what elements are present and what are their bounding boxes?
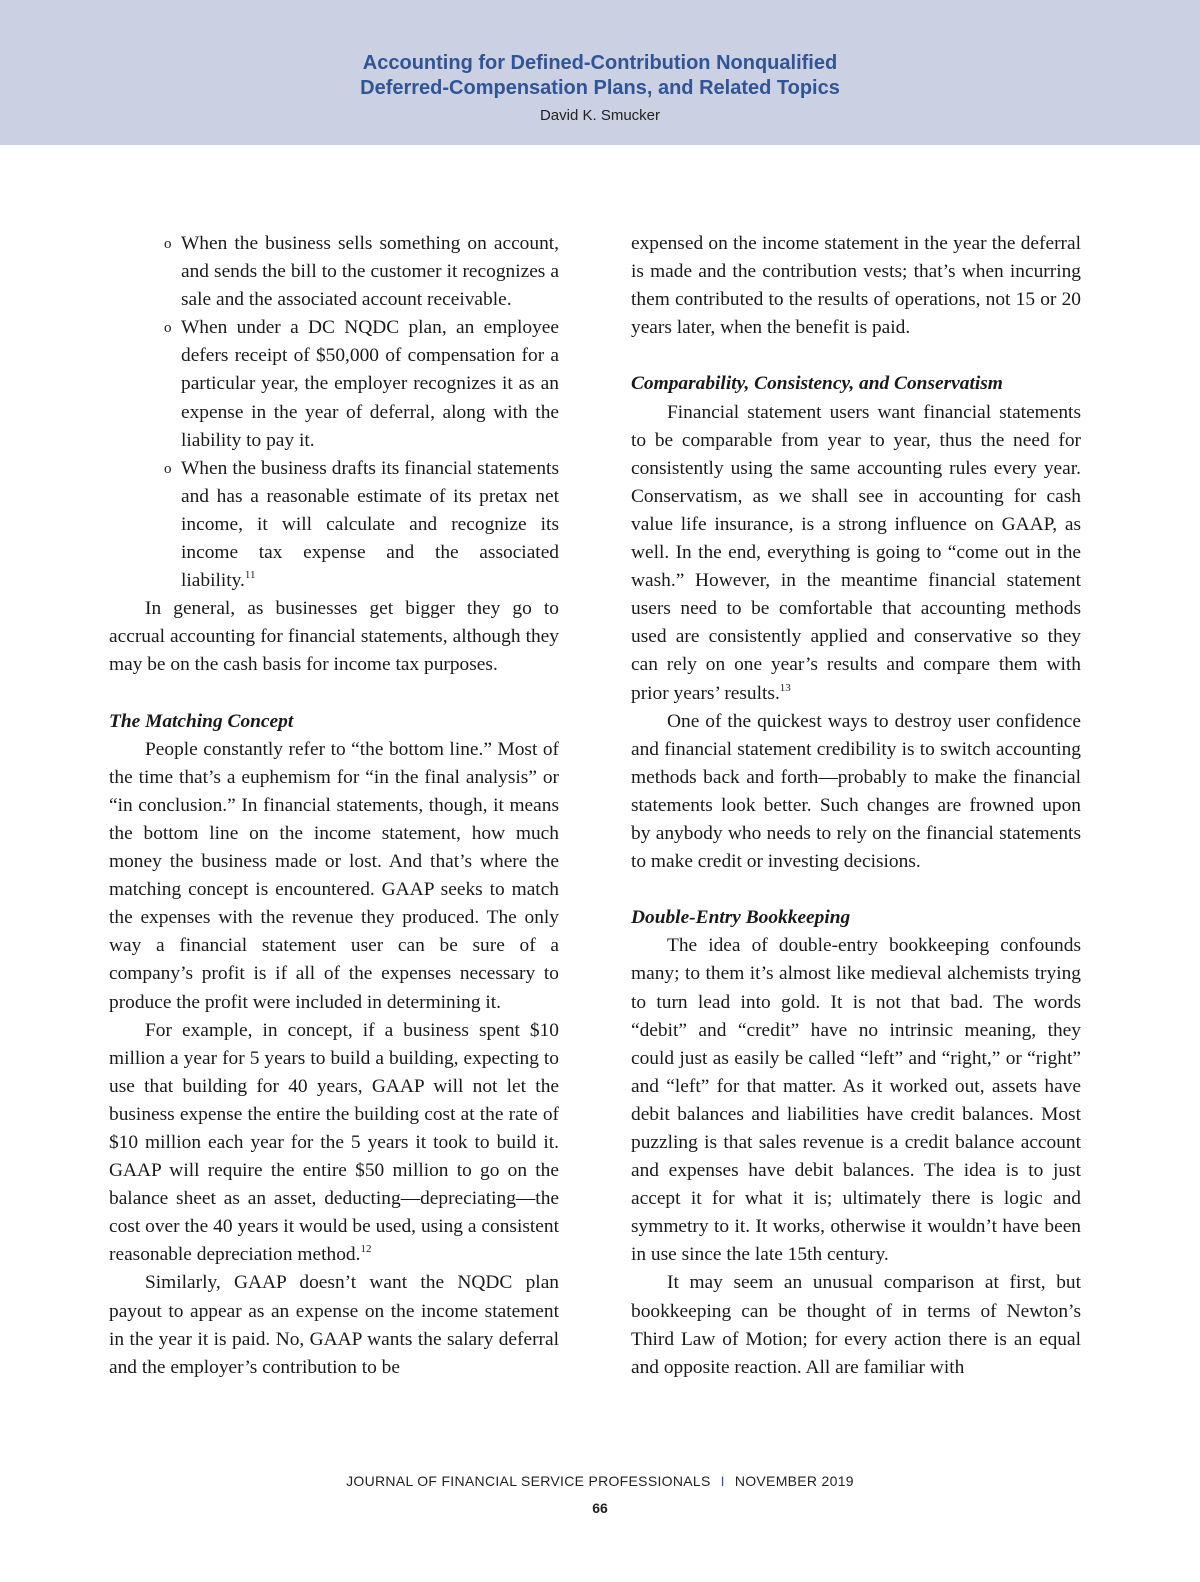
footnote-ref-13: 13	[779, 681, 791, 694]
bullet-marker-icon: o	[164, 460, 172, 477]
left-column	[109, 230, 559, 1382]
header-title-line-1: Accounting for Defined-Contribution Nonqualified	[362, 52, 838, 74]
paragraph-newton: It may seem an unusual comparison at first, but bookkeeping can be thought of in terms of Newton’s Third Law of Motion; for every action there is an equal and opposite reaction. All are familiar with	[631, 1272, 1081, 1378]
header-title-line-2: Deferred-Compensation Plans, and Related Topics	[360, 77, 840, 99]
header-author: David K. Smucker	[539, 107, 661, 124]
paragraph-general: In general, as businesses get bigger they go to accrual accounting for financial statements, although they may be on the cash basis for income tax purposes.	[109, 598, 559, 676]
footer-journal: JOURNAL OF FINANCIAL SERVICE PROFESSIONALS	[346, 1473, 711, 1489]
bullet-marker-icon: o	[164, 320, 172, 337]
bullet-list	[109, 230, 559, 595]
paragraph-matching: People constantly refer to “the bottom line.” Most of the time that’s a euphemism for “in the final analysis” or “in conclusion.” In financial statements, though, it means the bottom line on the income statement, how much money the business made or lost. And that’s where the matching concept is encountered. GAAP seeks to match the expenses with the revenue they produced. The only way a financial statement user can be sure of a company’s profit is if all of the expenses necessary to produce the profit were included in determining it.	[109, 738, 559, 1013]
bullet-item	[164, 314, 559, 454]
running-header	[0, 0, 1200, 145]
paragraph-double-entry: The idea of double-entry bookkeeping confounds many; to them it’s almost like medieval alchemists trying to turn lead into gold. It is not that bad. The words “debit” and “credit” have no intrinsic meaning, they could just as easily be called “left” and “right,” or “right” and “left” for that matter. As it worked out, assets have debit balances and liabilities have credit balances. Most puzzling is that sales revenue is a credit balance account and expenses have debit balances. The idea is to just accept it for what it is; ultimately there is logic and symmetry to it. It works, otherwise it wouldn’t have been in use since the late 15th century.	[631, 935, 1081, 1266]
footnote-ref-11: 11	[244, 569, 256, 582]
paragraph-comparability	[631, 399, 1081, 708]
paragraph-comparability-text: Financial statement users want financial statements to be comparable from year to year, thus the need for consistently using the same accounting rules every year. Conservatism, as we shall see in accounting for cash value life insurance, is a strong influence on GAAP, as well. In the end, everything is going to “come out in the wash.” However, in the meantime financial statement users need to be comfortable that accounting methods used are consistently applied and conservative so they can rely on one year’s results and compare them with prior years’ results.	[631, 401, 1081, 704]
heading-double-entry: Double-Entry Bookkeeping	[631, 907, 851, 929]
bullet-text: When the business sells something on account, and sends the bill to the customer it recognizes a sale and the associated account receivable.	[181, 233, 559, 311]
bullet-item	[164, 455, 559, 595]
paragraph-quickest: One of the quickest ways to destroy user confidence and financial statement credibility is to switch accounting methods back and forth—probably to make the financial statements look better. Such changes are frowned upon by anybody who needs to rely on the financial statements to make credit or investing decisions.	[631, 710, 1081, 873]
paragraph-continued: expensed on the income statement in the year the deferral is made and the contribution vests; that’s when incurring them contributed to the results of operations, not 15 or 20 years later, when the benefit is paid.	[631, 233, 1081, 339]
heading-matching-concept: The Matching Concept	[109, 710, 294, 732]
bullet-text: When under a DC NQDC plan, an employee defers receipt of $50,000 of compensation for a particular year, the employer recognizes it as an expense in the year of deferral, along with the liability to pay it.	[181, 317, 559, 451]
paragraph-example	[109, 1017, 559, 1270]
footer-separator: I	[720, 1473, 725, 1489]
footnote-ref-12: 12	[360, 1243, 372, 1256]
bullet-marker-icon: o	[164, 236, 172, 252]
page-footer	[0, 1473, 1200, 1489]
footer-date: NOVEMBER 2019	[734, 1473, 854, 1489]
right-column	[631, 230, 1081, 1382]
bullet-item	[164, 230, 559, 314]
paragraph-example-text: For example, in concept, if a business spent $10 million a year for 5 years to build a building, expecting to use that building for 40 years, GAAP will not let the business expense the entire the building cost at the rate of $10 million each year for the 5 years it took to build it. GAAP will require the entire $50 million to go on the balance sheet as an asset, deducting—depreciating—the cost over the 40 years it would be used, using a consistent reasonable depreciation method.	[109, 1019, 559, 1266]
page-number: 66	[592, 1500, 608, 1516]
paragraph-similarly: Similarly, GAAP doesn’t want the NQDC plan payout to appear as an expense on the income statement in the year it is paid. No, GAAP wants the salary deferral and the employer’s contribution to be	[109, 1272, 559, 1378]
bullet-text: When the business drafts its financial statements and has a reasonable estimate of its pretax net income, it will calculate and recognize its income tax expense and the associated liability.	[181, 457, 559, 592]
heading-comparability: Comparability, Consistency, and Conservatism	[631, 373, 1003, 395]
